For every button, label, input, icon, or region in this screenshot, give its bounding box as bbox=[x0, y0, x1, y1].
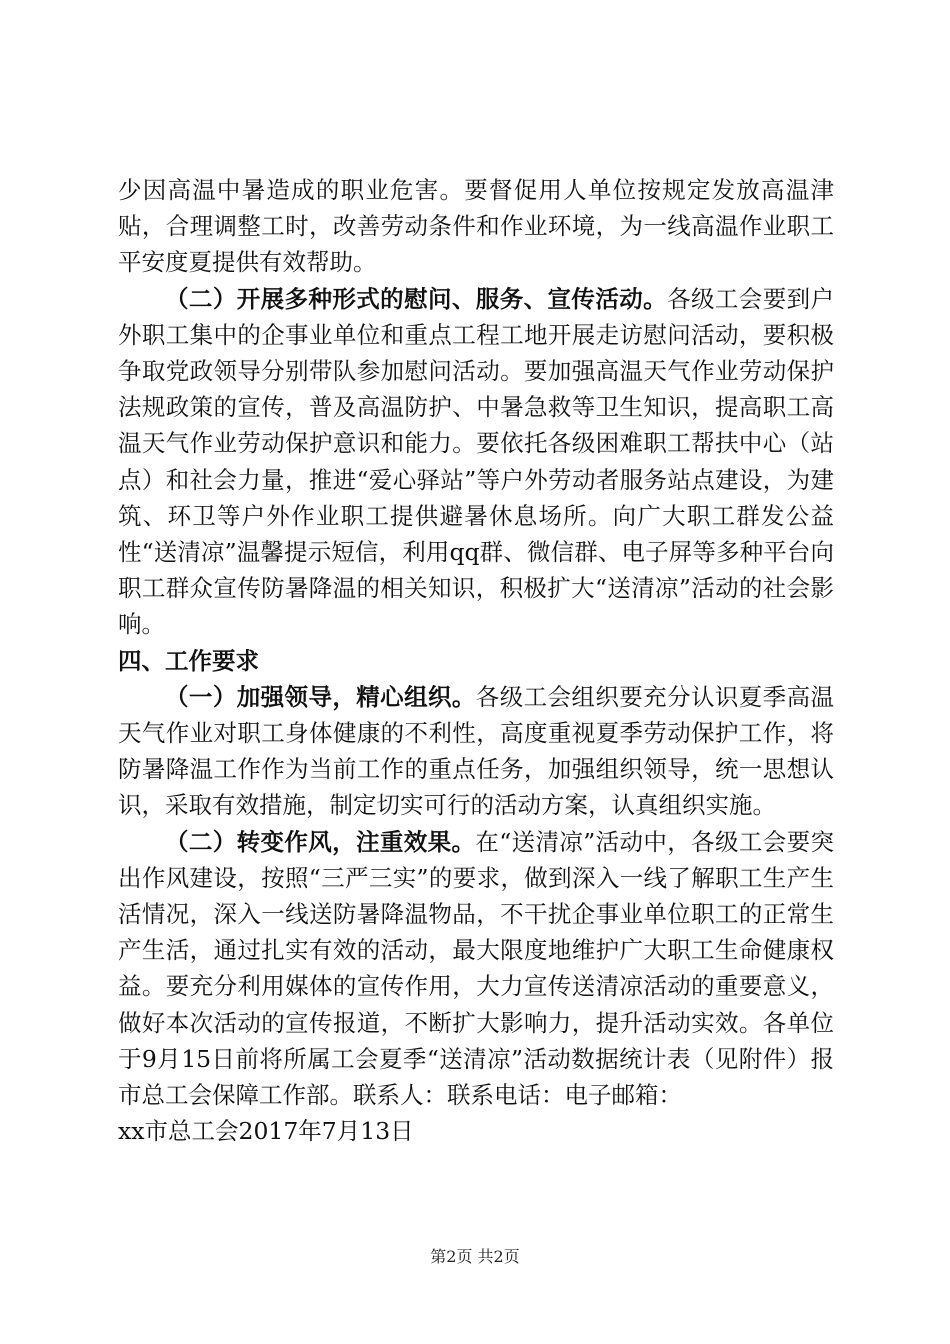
signature-line: xx市总工会2017年7月13日 bbox=[118, 1117, 414, 1146]
paragraph-text: 在“送清凉”活动中，各级工会要突出作风建设，按照“三严三实”的要求，做到深入一线了解职工生产生活情况，深入一线送防暑降温物品，不干扰企事业单位职工的正常生产生活，通过扎实有效的活动，最大限度地维护广大职工生命健康权益。要充分利用媒体的宣传作用，大力宣传送清凉活动的重要意义，做好本次活动的宣传报道，不断扩大影响力，提升活动实效。各单位于9月15日前将所属工会夏季“送清凉”活动数据统计表（见附件）报市总工会保障工作部。联系人：联系电话：电子邮箱： bbox=[118, 827, 835, 1110]
section-heading: 四、工作要求 bbox=[118, 646, 259, 675]
document-body bbox=[118, 172, 834, 1149]
paragraph-bold-lead: （二）转变作风，注重效果。 bbox=[165, 827, 476, 856]
paragraph-activities bbox=[118, 281, 834, 643]
paragraph-bold-lead: （一）加强领导，精心组织。 bbox=[165, 682, 476, 711]
paragraph-text: 少因高温中暑造成的职业危害。要督促用人单位按规定发放高温津贴，合理调整工时，改善劳动条件和作业环境，为一线高温作业职工平安度夏提供有效帮助。 bbox=[118, 176, 834, 277]
paragraph-bold-lead: （二）开展多种形式的慰问、服务、宣传活动。 bbox=[165, 284, 668, 313]
paragraph-continuation bbox=[118, 172, 834, 281]
paragraph-style bbox=[118, 824, 834, 1114]
paragraph-text: 各级工会要到户外职工集中的企事业单位和重点工程工地开展走访慰问活动，要积极争取党政领导分别带队参加慰问活动。要加强高温天气作业劳动保护法规政策的宣传，普及高温防护、中暑急救等卫生知识，提高职工高温天气作业劳动保护意识和能力。要依托各级困难职工帮扶中心（站点）和社会力量，推进“爱心驿站”等户外劳动者服务站点建设，为建筑、环卫等户外作业职工提供避暑休息场所。向广大职工群发公益性“送清凉”温馨提示短信，利用qq群、微信群、电子屏等多种平台向职工群众宣传防暑降温的相关知识，积极扩大“送清凉”活动的社会影响。 bbox=[118, 284, 835, 639]
page-footer: 第2页 共2页 bbox=[430, 1247, 520, 1266]
paragraph-leadership bbox=[118, 679, 834, 824]
paragraph-text: 各级工会组织要充分认识夏季高温天气作业对职工身体健康的不利性，高度重视夏季劳动保护工作，将防暑降温工作作为当前工作的重点任务，加强组织领导，统一思想认识，采取有效措施，制定切实可行的活动方案，认真组织实施。 bbox=[118, 682, 835, 820]
